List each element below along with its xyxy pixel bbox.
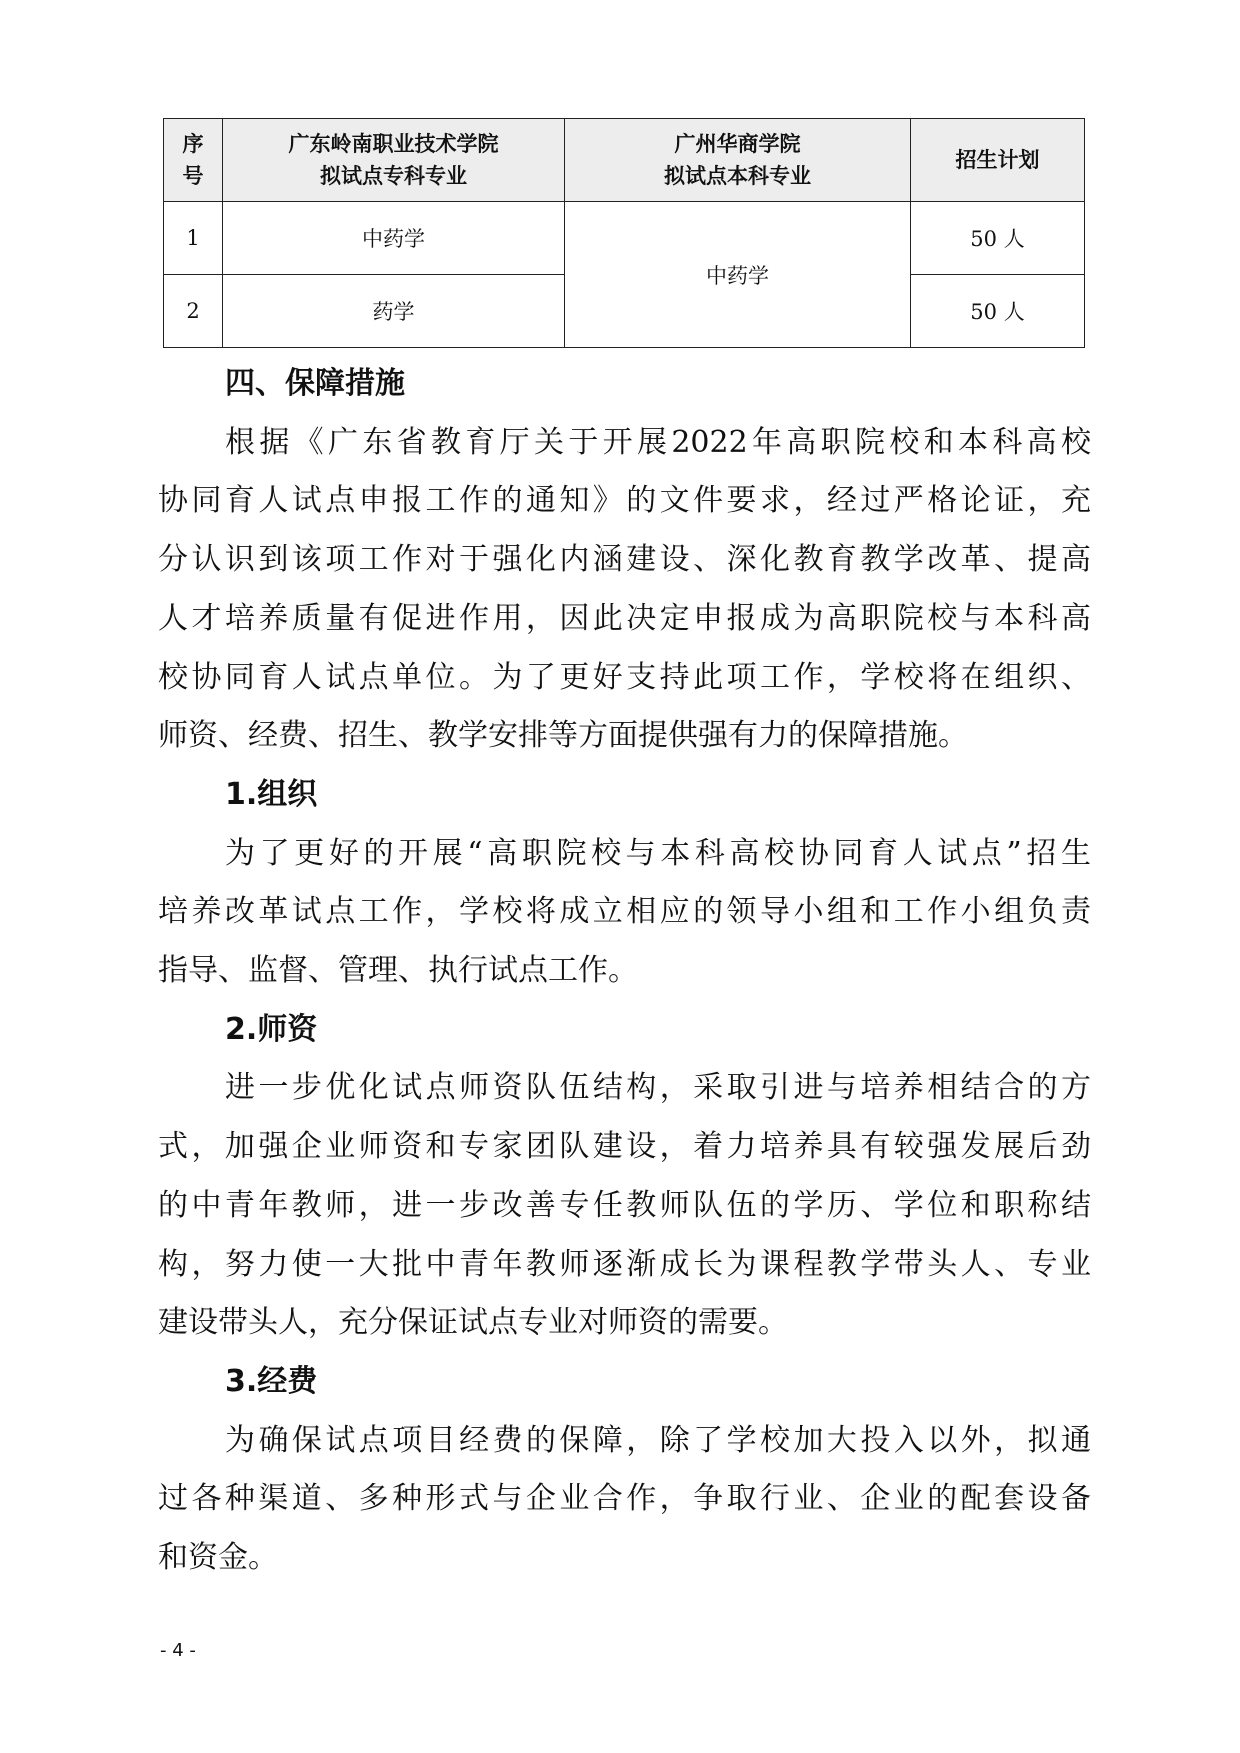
paragraph-line: 指导、监督、管理、执行试点工作。 [158,953,638,989]
table-header-row [164,119,1085,202]
header-university-major: 广州华商学院 拟试点本科专业 [565,119,911,202]
paragraph-line: 人才培养质量有促进作用，因此决定申报成为高职院校与本科高 [158,600,1091,636]
cell-plan: 50 人 [911,275,1085,348]
page-number: - 4 - [160,1640,196,1661]
cell-no: 1 [164,202,223,275]
paragraph-line: 分认识到该项工作对于强化内涵建设、深化教育教学改革、提高 [158,542,1091,578]
paragraph-line: 构，努力使一大批中青年教师逐渐成长为课程教学带头人、专业 [158,1246,1091,1282]
paragraph-line: 式，加强企业师资和专家团队建设，着力培养具有较强发展后劲 [158,1129,1091,1165]
pilot-majors-table [163,118,1085,348]
paragraph-line: 和资金。 [158,1540,278,1576]
paragraph-line: 建设带头人，充分保证试点专业对师资的需要。 [158,1305,788,1341]
cell-major: 中药学 [223,202,565,275]
header-college-major: 广东岭南职业技术学院 拟试点专科专业 [223,119,565,202]
paragraph-line: 进一步优化试点师资队伍结构，采取引进与培养相结合的方 [225,1070,1091,1106]
document-body [158,355,1091,1588]
section-heading: 1.组织 [225,776,318,812]
paragraph-line: 的中青年教师，进一步改善专任教师队伍的学历、学位和职称结 [158,1187,1091,1223]
paragraph-line: 培养改革试点工作，学校将成立相应的领导小组和工作小组负责 [158,894,1091,930]
paragraph-line: 根据《广东省教育厅关于开展2022年高职院校和本科高校 [225,424,1091,460]
cell-major: 药学 [223,275,565,348]
paragraph-line: 为确保试点项目经费的保障，除了学校加大投入以外，拟通 [225,1422,1091,1458]
cell-no: 2 [164,275,223,348]
cell-plan: 50 人 [911,202,1085,275]
table-row [164,202,1085,275]
paragraph-line: 协同育人试点申报工作的通知》的文件要求，经过严格论证，充 [158,483,1091,519]
section-heading: 四、保障措施 [225,366,405,401]
cell-undergrad-major: 中药学 [565,202,911,348]
header-plan: 招生计划 [911,119,1085,202]
section-heading: 3.经费 [225,1363,318,1399]
paragraph-line: 为了更好的开展“高职院校与本科高校协同育人试点”招生 [225,835,1091,871]
paragraph-line: 过各种渠道、多种形式与企业合作，争取行业、企业的配套设备 [158,1481,1091,1517]
paragraph-line: 师资、经费、招生、教学安排等方面提供强有力的保障措施。 [158,718,968,754]
header-seq: 序 号 [164,119,223,202]
paragraph-line: 校协同育人试点单位。为了更好支持此项工作，学校将在组织、 [158,659,1091,695]
section-heading: 2.师资 [225,1011,318,1047]
